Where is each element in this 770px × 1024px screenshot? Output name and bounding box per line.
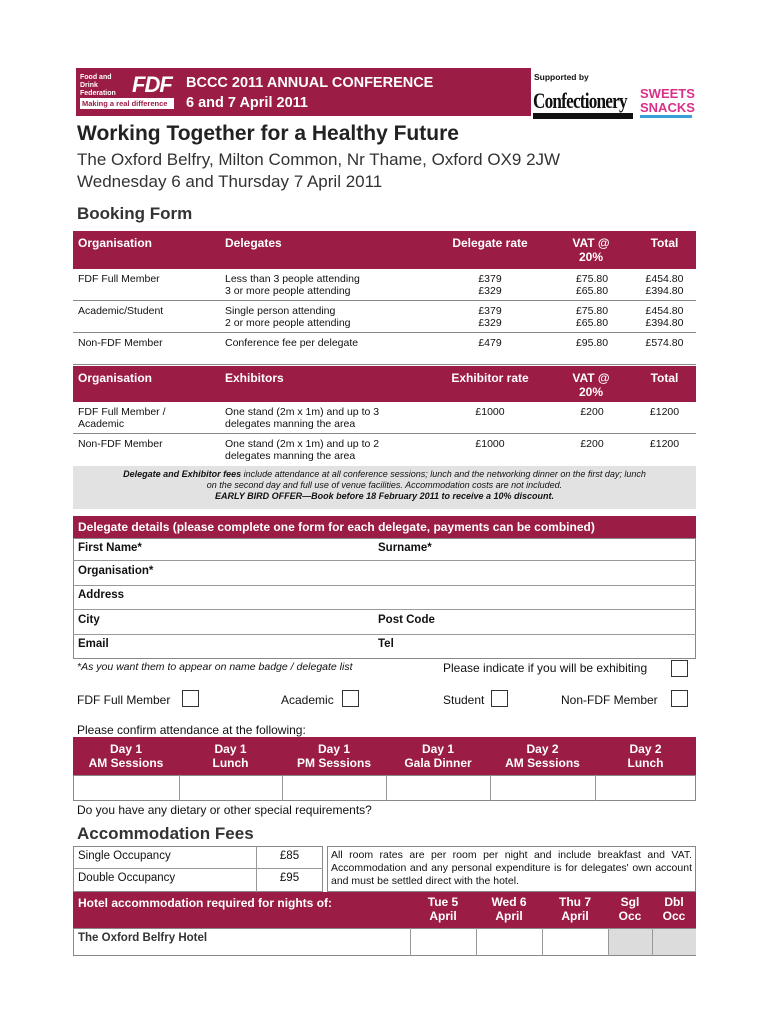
session-cell-3[interactable]	[386, 775, 387, 801]
post-code-field[interactable]: Post Code	[378, 614, 435, 626]
sweets-logo-line1: SWEETS	[640, 86, 695, 101]
exhibiting-checkbox[interactable]	[671, 660, 688, 677]
page-heading: Working Together for a Healthy Future	[77, 122, 459, 145]
single-occupancy-col: Sgl Occ	[618, 895, 642, 923]
hotel-night-cell-wed[interactable]	[476, 928, 477, 956]
member-type-academic-label: Academic	[281, 693, 334, 707]
table-row: Non-FDF Member Conference fee per delegate £479 £95.80 £574.80	[73, 333, 696, 365]
night-thu7: Thu 7 April	[559, 895, 591, 923]
conference-title	[186, 73, 433, 113]
member-type-student-label: Student	[443, 693, 485, 707]
col-exhibitors: Exhibitors	[225, 371, 284, 385]
accommodation-title: Accommodation Fees	[77, 824, 254, 843]
double-occupancy-col: Dbl Occ	[662, 895, 686, 923]
fdf-logo-text: Food and Drink Federation	[80, 74, 116, 97]
session-day2-lunch: Day 2 Lunch	[627, 742, 664, 770]
address-field[interactable]: Address	[78, 589, 125, 601]
fdf-logo-tagline: Making a real difference	[80, 98, 174, 109]
hotel-night-cell-tue[interactable]	[410, 928, 411, 956]
col-vat: VAT @ 20%	[572, 236, 610, 264]
session-day1-gala: Day 1 Gala Dinner	[404, 742, 472, 770]
table-row: Non-FDF Member One stand (2m x 1m) and up to 2 delegates manning the area £1000 £200 £1200	[78, 438, 680, 462]
email-field[interactable]: Email	[78, 638, 109, 650]
delegate-table-header	[73, 231, 696, 269]
col-total: Total	[650, 236, 679, 250]
attendance-prompt: Please confirm attendance at the following:	[77, 723, 306, 737]
session-day1-lunch: Day 1 Lunch	[212, 742, 249, 770]
conference-banner	[76, 68, 531, 116]
fdf-logo-mark: FDF	[132, 72, 172, 97]
session-cell-4[interactable]	[490, 775, 491, 801]
hotel-night-cell-thu[interactable]	[542, 928, 543, 956]
night-wed6: Wed 6 April	[491, 895, 527, 923]
session-day1-am: Day 1 AM Sessions	[88, 742, 164, 770]
col-total: Total	[650, 371, 679, 385]
table-row: Academic/Student Single person attending 2 or more people attending £379 £329 £75.80 £65.80 £454.80 £394.80	[73, 301, 696, 333]
table-row: FDF Full Member Less than 3 people attending 3 or more people attending £379 £329 £75.80 £65.80 £454.80 £394.80	[73, 269, 696, 301]
member-type-nonfdf-label: Non-FDF Member	[561, 693, 658, 707]
fees-note	[73, 466, 696, 509]
fdf-member-checkbox[interactable]	[182, 690, 199, 707]
col-exhibitor-rate: Exhibitor rate	[451, 371, 529, 385]
session-day2-am: Day 2 AM Sessions	[505, 742, 580, 770]
col-organisation: Organisation	[78, 236, 153, 250]
conference-title-line2: 6 and 7 April 2011	[186, 95, 308, 111]
night-tue5: Tue 5 April	[427, 895, 459, 923]
delegate-details-header: Delegate details (please complete one form for each delegate, payments can be combined)	[73, 516, 696, 538]
academic-checkbox[interactable]	[342, 690, 359, 707]
col-delegates: Delegates	[225, 236, 282, 250]
venue-address: The Oxford Belfry, Milton Common, Nr Thame, Oxford OX9 2JW	[77, 150, 561, 169]
non-fdf-member-checkbox[interactable]	[671, 690, 688, 707]
col-delegate-rate: Delegate rate	[452, 236, 528, 250]
surname-field[interactable]: Surname*	[378, 542, 432, 554]
double-occupancy-label: Double Occupancy	[78, 872, 176, 884]
fees-note-line1: include attendance at all conference sessions; lunch and the networking dinner on the first day; lunch	[241, 469, 646, 479]
student-checkbox[interactable]	[491, 690, 508, 707]
exhibitor-table-header	[73, 366, 696, 402]
nights-header-label: Hotel accommodation required for nights of:	[78, 896, 333, 910]
sweets-snacks-logo	[638, 80, 696, 120]
early-bird-offer: EARLY BIRD OFFER—Book before 18 February 2011 to receive a 10% discount.	[214, 491, 555, 501]
tel-field[interactable]: Tel	[378, 638, 394, 650]
hotel-name: The Oxford Belfry Hotel	[78, 932, 208, 944]
session-cell-1[interactable]	[179, 775, 180, 801]
organisation-field[interactable]: Organisation*	[78, 565, 154, 577]
single-occupancy-price: £85	[279, 850, 300, 862]
confectionery-logo-bar	[533, 113, 633, 119]
booking-form-title: Booking Form	[77, 204, 193, 223]
single-occupancy-label: Single Occupancy	[78, 850, 171, 862]
col-vat: VAT @ 20%	[572, 371, 610, 399]
first-name-field[interactable]: First Name*	[78, 542, 142, 554]
supported-by-label: Supported by	[534, 72, 589, 82]
city-field[interactable]: City	[78, 614, 100, 626]
sessions-answer-row	[73, 775, 696, 801]
hotel-sgl-cell[interactable]	[608, 928, 609, 956]
badge-note: *As you want them to appear on name badge / delegate list	[77, 661, 353, 673]
member-type-fdf-label: FDF Full Member	[77, 693, 171, 707]
session-day1-pm: Day 1 PM Sessions	[296, 742, 372, 770]
sweets-logo-line2: SNACKS	[640, 100, 695, 115]
dietary-prompt[interactable]: Do you have any dietary or other special requirements?	[77, 803, 372, 817]
confectionery-logo: Confectionery	[533, 88, 627, 113]
session-cell-5[interactable]	[595, 775, 596, 801]
hotel-dbl-cell[interactable]	[652, 928, 653, 956]
session-cell-2[interactable]	[282, 775, 283, 801]
event-dates: Wednesday 6 and Thursday 7 April 2011	[77, 172, 383, 191]
col-organisation: Organisation	[78, 371, 153, 385]
table-row: FDF Full Member / Academic One stand (2m x 1m) and up to 3 delegates manning the area £1000 £200 £1200	[73, 402, 696, 434]
double-occupancy-price: £95	[279, 872, 300, 884]
fees-note-lead: Delegate and Exhibitor fees	[123, 469, 242, 479]
exhibiting-prompt: Please indicate if you will be exhibiting	[443, 661, 648, 675]
accommodation-note: All room rates are per room per night and include breakfast and VAT. Accommodation and any personal expenditure is for delegates' own account and must be settled direct with the hotel.	[331, 849, 692, 887]
fees-note-line2: on the second day and full use of venue facilities. Accommodation costs are not included.	[206, 480, 563, 490]
conference-title-line1: BCCC 2011 ANNUAL CONFERENCE	[186, 75, 434, 91]
